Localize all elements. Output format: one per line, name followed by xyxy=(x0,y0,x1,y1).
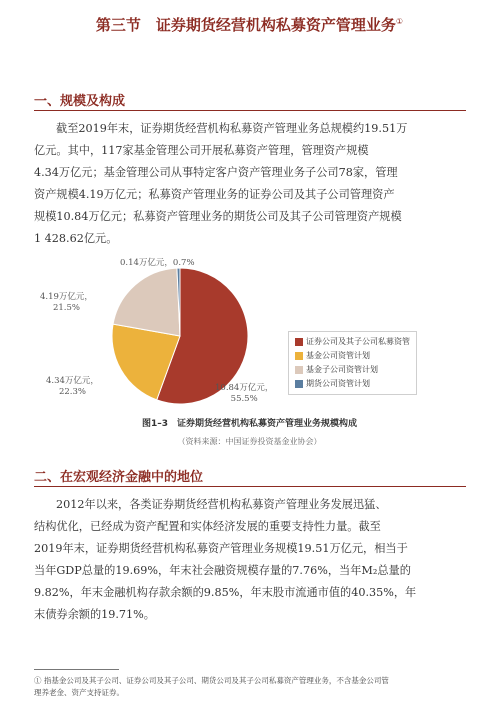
slice-label-percent: 22.3% xyxy=(58,387,86,397)
figure-caption: 图1–3 证券期货经营机构私募资产管理业务规模构成 xyxy=(141,419,358,429)
slice-label-percent: 21.5% xyxy=(52,303,80,313)
slice-label-value: 4.19万亿元， xyxy=(40,292,93,302)
pie-chart xyxy=(40,258,480,418)
slice-label-securities xyxy=(215,383,273,405)
section-2-rule xyxy=(34,486,466,487)
paragraph-line: 截至2019年末，证券期货经营机构私募资产管理业务总规模约19.51万 xyxy=(56,122,408,135)
chart-legend xyxy=(288,331,417,395)
footnote-line: ① 指基金公司及其子公司、证券公司及其子公司、期货公司及其子公司私募资产管理业务，不含基金公司管 xyxy=(34,676,389,685)
legend-label: 基金子公司资管计划 xyxy=(306,365,378,374)
legend-item xyxy=(295,335,410,349)
legend-item xyxy=(295,363,410,377)
paragraph-line: 资产规模4.19万亿元；私募资产管理业务的证券公司及其子公司管理资产 xyxy=(34,188,395,201)
slice-label-futures xyxy=(120,258,195,269)
paragraph-line: 末债券余额的19.71%。 xyxy=(34,608,155,621)
legend-label: 期货公司资管计划 xyxy=(306,379,370,388)
legend-label: 基金公司资管计划 xyxy=(306,351,370,360)
legend-swatch xyxy=(295,380,303,388)
paragraph-line: 2012年以来，各类证券期货经营机构私募资产管理业务发展迅猛、 xyxy=(56,498,387,511)
footnote-mark: ① xyxy=(395,17,404,26)
slice-label-value: 10.84万亿元， xyxy=(215,383,274,393)
slice-label-fund-subsidiary xyxy=(40,292,93,314)
slice-label-percent: 55.5% xyxy=(230,394,258,404)
footnote-line: 理养老金、资产支持证券。 xyxy=(34,688,124,697)
paragraph-line: 亿元。其中，117家基金管理公司开展私募资产管理，管理资产规模 xyxy=(34,144,369,157)
paragraph-line: 4.34万亿元；基金管理公司从事特定客户资产管理业务子公司78家，管理 xyxy=(34,166,398,179)
footnote xyxy=(34,675,474,699)
figure-source: （资料来源：中国证券投资基金业协会） xyxy=(177,437,322,446)
legend-label: 证券公司及其子公司私募资管 xyxy=(306,337,410,346)
pie-slice-fund-subsidiary xyxy=(113,268,180,336)
paragraph-line: 结构优化，已经成为资产配置和实体经济发展的重要支持性力量。截至 xyxy=(34,520,381,533)
paragraph-line: 规模10.84万亿元；私募资产管理业务的期货公司及其子公司管理资产规模 xyxy=(34,210,402,223)
paragraph-line: 1 428.62亿元。 xyxy=(34,232,118,245)
legend-item xyxy=(295,377,410,391)
section-1-title: 一、规模及构成 xyxy=(34,94,126,109)
slice-label-value: 4.34万亿元， xyxy=(46,376,99,386)
legend-swatch xyxy=(295,352,303,360)
section-2-title: 二、在宏观经济金融中的地位 xyxy=(34,470,204,485)
page-title-text: 第三节 证券期货经营机构私募资产管理业务 xyxy=(95,16,396,34)
slice-label-futures-text: 0.14万亿元，0.7% xyxy=(120,258,195,268)
footnote-rule xyxy=(34,669,119,670)
legend-swatch xyxy=(295,366,303,374)
legend-item xyxy=(295,349,410,363)
paragraph-line: 9.82%，年末金融机构存款余额的9.85%，年末股市流通市值的40.35%，年 xyxy=(34,586,417,599)
section-1-rule xyxy=(34,110,466,111)
paragraph-line: 2019年末，证券期货经营机构私募资产管理业务规模19.51万亿元，相当于 xyxy=(34,542,408,555)
page-title xyxy=(20,14,479,35)
legend-swatch xyxy=(295,338,303,346)
section-1-paragraph xyxy=(34,118,466,250)
paragraph-line: 当年GDP总量的19.69%，年末社会融资规模存量的7.76%，当年M₂总量的 xyxy=(34,564,411,577)
slice-label-fund-company xyxy=(46,376,99,398)
section-2-paragraph xyxy=(34,494,466,626)
